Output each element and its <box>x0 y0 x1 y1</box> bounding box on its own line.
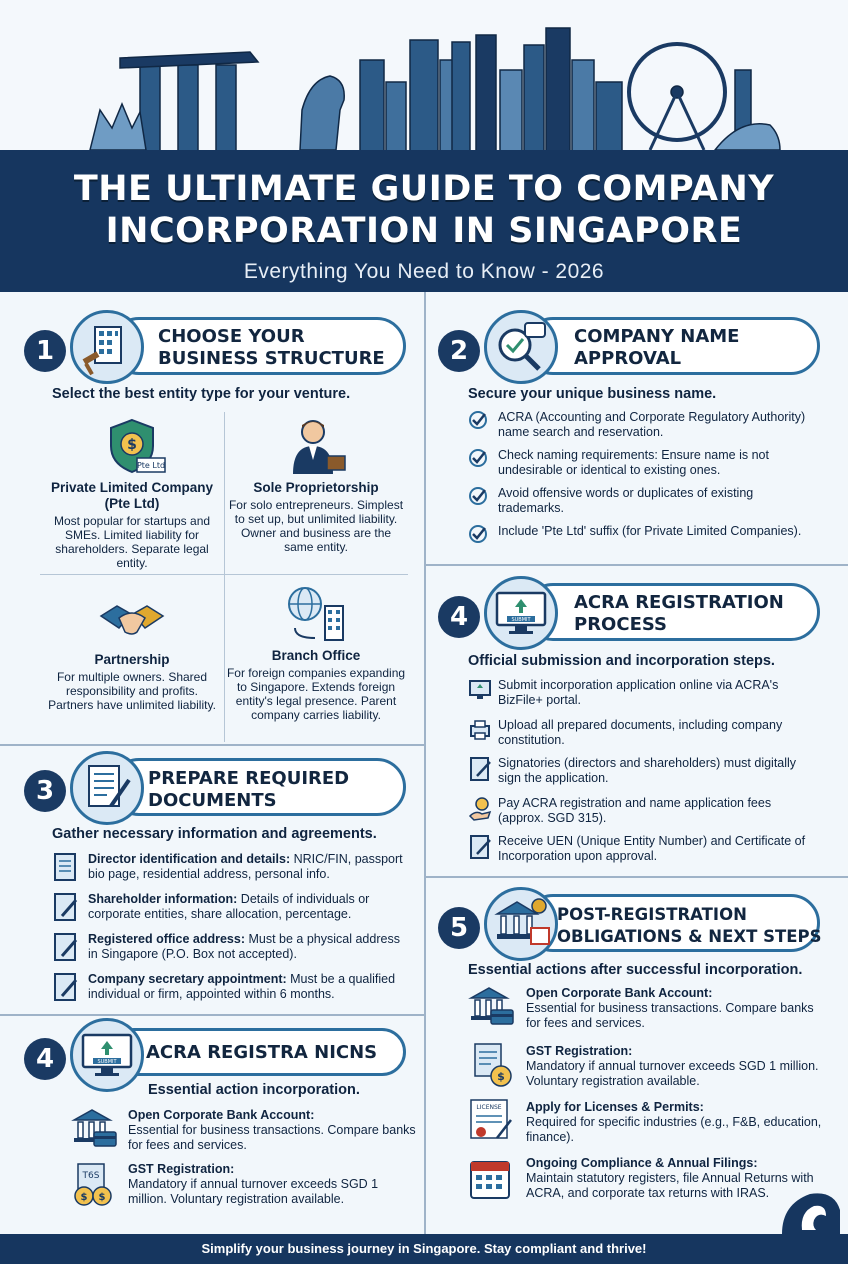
building-gavel-icon <box>73 313 141 381</box>
structure-partnership <box>42 588 222 712</box>
section-4-title-line-1: ACRA REGISTRATION <box>574 592 784 613</box>
svg-text:$: $ <box>80 1192 88 1203</box>
step-number-badge: 3 <box>24 770 66 812</box>
section-2-title-line-2: APPROVAL <box>574 348 682 369</box>
document-icon <box>52 852 78 882</box>
structure-title: Partnership <box>94 652 170 667</box>
section-4-intro: Official submission and incorporation steps. <box>468 653 775 669</box>
magnifier-check-icon <box>487 313 555 381</box>
structure-sole-proprietorship <box>226 416 406 554</box>
svg-text:$: $ <box>127 437 137 453</box>
document-pen-icon <box>73 754 141 822</box>
structure-pte-ltd <box>42 416 222 570</box>
document-coin-icon <box>466 1042 516 1088</box>
list-item <box>128 1162 420 1207</box>
structure-desc: Most popular for startups and SMEs. Limited liability for shareholders. Separate legal entity. <box>53 514 211 570</box>
section-1-intro: Select the best entity type for your venture. <box>52 386 351 402</box>
section-1-title-line-2: BUSINESS STRUCTURE <box>158 348 385 369</box>
step-number-badge: 4 <box>24 1038 66 1080</box>
list-item <box>526 986 826 1031</box>
list-item: ACRA (Accounting and Corporate Regulatory Authority) name search and reservation. <box>498 410 806 439</box>
list-item: Avoid offensive words or duplicates of existing trademarks. <box>498 486 754 515</box>
check-circle-icon <box>468 410 488 430</box>
list-item-text: Mandatory if annual turnover exceeds SGD 1 million. Voluntary registration available. <box>526 1059 819 1088</box>
structure-desc: For solo entrepreneurs. Simplest to set up, but unlimited liability. Owner and business are the same entity. <box>228 498 404 554</box>
list-item <box>526 1100 826 1145</box>
handshake-icon <box>97 588 167 648</box>
section-2-title <box>574 326 739 370</box>
list-item-heading: Apply for Licenses & Permits: <box>526 1100 704 1114</box>
list-item-heading: Open Corporate Bank Account: <box>526 986 713 1000</box>
list-item-text: Must be a physical address in Singapore (P.O. Box not accepted). <box>88 932 400 961</box>
section-3-intro: Gather necessary information and agreements. <box>52 826 377 842</box>
list-item-heading: Director identification and details: <box>88 852 291 866</box>
list-item <box>526 1156 826 1201</box>
list-item: Signatories (directors and shareholders) must digitally sign the application. <box>498 756 797 785</box>
section-5-title-line-2: OBLIGATIONS & NEXT STEPS <box>557 927 822 946</box>
section-5-title <box>557 904 821 948</box>
section-3-title <box>148 768 349 812</box>
step-number-badge: 1 <box>24 330 66 372</box>
check-circle-icon <box>468 524 488 544</box>
section-divider <box>426 564 848 566</box>
businessman-icon <box>281 416 351 476</box>
section-4b-icon-frame <box>70 1018 144 1092</box>
section-1-icon-frame <box>70 310 144 384</box>
submit-label: SUBMIT <box>97 1059 117 1065</box>
section-4-icon-frame <box>484 576 558 650</box>
list-item: Check naming requirements: Ensure name is not undesirable or identical to existing ones. <box>498 448 769 477</box>
list-item <box>128 1108 418 1153</box>
footer-banner: Simplify your business journey in Singapore. Stay compliant and thrive! <box>0 1234 848 1264</box>
structure-title: Branch Office <box>271 648 361 663</box>
calendar-icon <box>466 1156 516 1204</box>
list-item-text: Essential for business transactions. Compare banks for fees and services. <box>128 1123 416 1152</box>
list-item <box>88 972 418 1002</box>
list-item <box>88 932 412 962</box>
globe-building-icon <box>281 584 351 644</box>
list-item: Include 'Pte Ltd' suffix (for Private Limited Companies). <box>498 524 802 538</box>
list-item-heading: GST Registration: <box>526 1044 633 1058</box>
gst-coins-icon <box>70 1162 118 1208</box>
section-2-title-line-1: COMPANY NAME <box>574 326 740 347</box>
section-divider <box>426 876 848 878</box>
printer-upload-icon <box>468 718 492 742</box>
list-item-heading: Shareholder information: <box>88 892 238 906</box>
singapore-skyline-illustration <box>0 0 848 160</box>
section-divider <box>0 744 424 746</box>
monitor-upload-icon <box>73 1021 141 1089</box>
shield-dollar-icon <box>97 416 167 476</box>
list-item: Upload all prepared documents, including company constitution. <box>498 718 783 747</box>
title-line-2: INCORPORATION IN SINGAPORE <box>105 211 743 251</box>
step-number-badge: 4 <box>438 596 480 638</box>
list-item-text: Essential for business transactions. Compare banks for fees and services. <box>526 1001 814 1030</box>
list-item-heading: Ongoing Compliance & Annual Filings: <box>526 1156 758 1170</box>
section-5-title-line-1: POST-REGISTRATION <box>557 905 747 924</box>
structure-title: Sole Proprietorship <box>253 480 379 495</box>
structure-branch-office <box>226 584 406 722</box>
section-2-intro: Secure your unique business name. <box>468 386 717 402</box>
pte-ltd-badge: Pte Ltd <box>136 461 166 470</box>
document-pen-icon <box>52 972 78 1002</box>
list-item <box>88 852 412 882</box>
list-item-heading: GST Registration: <box>128 1162 235 1176</box>
list-item-heading: Open Corporate Bank Account: <box>128 1108 315 1122</box>
section-divider <box>0 1014 424 1016</box>
bank-card-icon <box>70 1108 118 1150</box>
merlion-logo-icon <box>782 1190 840 1234</box>
list-item: Submit incorporation application online via ACRA's BizFile+ portal. <box>498 678 779 707</box>
section-1-title <box>158 326 385 370</box>
section-2-icon-frame <box>484 310 558 384</box>
svg-text:T6S: T6S <box>82 1171 100 1181</box>
list-item-text: Mandatory if annual turnover exceeds SGD 1 million. Voluntary registration available. <box>128 1177 379 1206</box>
structure-desc: For multiple owners. Shared responsibility and profits. Partners have unlimited liability. <box>48 670 216 712</box>
list-item-heading: Company secretary appointment: <box>88 972 287 986</box>
document-pen-icon <box>52 932 78 962</box>
list-item-text: Must be a qualified individual or firm, appointed within 6 months. <box>88 972 396 1001</box>
title-line-1: THE ULTIMATE GUIDE TO COMPANY <box>73 169 775 209</box>
section-5-intro: Essential actions after successful incorporation. <box>468 962 803 978</box>
list-item <box>88 892 412 922</box>
list-item-text: Details of individuals or corporate entities, share allocation, percentage. <box>88 892 370 921</box>
page-title <box>0 168 848 252</box>
list-item-text: Maintain statutory registers, file Annual Returns with ACRA, and corporate tax returns with IRAS. <box>526 1171 814 1200</box>
bank-gear-icon <box>487 890 555 958</box>
monitor-icon <box>468 678 492 702</box>
monitor-upload-icon <box>487 579 555 647</box>
license-icon <box>466 1098 516 1144</box>
hand-coin-icon <box>468 796 492 822</box>
list-item-heading: Registered office address: <box>88 932 245 946</box>
list-item: Receive UEN (Unique Entity Number) and Certificate of Incorporation upon approval. <box>498 834 806 863</box>
cell-divider <box>224 412 225 742</box>
section-3-icon-frame <box>70 751 144 825</box>
list-item <box>526 1044 826 1089</box>
section-4b-intro: Essential action incorporation. <box>148 1082 360 1098</box>
section-1-title-line-1: CHOOSE YOUR <box>158 326 305 347</box>
section-4-title-line-2: PROCESS <box>574 614 667 635</box>
document-pen-icon <box>52 892 78 922</box>
certificate-icon <box>468 834 492 860</box>
structure-desc: For foreign companies expanding to Singapore. Extends foreign entity's legal presence. Parent company carries liability. <box>226 666 406 722</box>
step-number-badge: 5 <box>438 907 480 949</box>
column-divider <box>424 292 426 1234</box>
check-circle-icon <box>468 486 488 506</box>
section-4-title <box>574 592 784 636</box>
header-band <box>0 150 848 292</box>
list-item: Pay ACRA registration and name application fees (approx. SGD 315). <box>498 796 772 825</box>
section-3-title-line-1: PREPARE REQUIRED <box>148 768 350 789</box>
svg-text:$: $ <box>98 1192 106 1203</box>
page-subtitle: Everything You Need to Know - 2026 <box>243 260 605 283</box>
document-sign-icon <box>468 756 492 782</box>
structure-title: Private Limited Company (Pte Ltd) <box>50 480 214 511</box>
list-item-text: NRIC/FIN, passport bio page, residential address, personal info. <box>88 852 403 881</box>
svg-text:$: $ <box>497 1070 505 1083</box>
bank-card-icon <box>466 986 516 1028</box>
step-number-badge: 2 <box>438 330 480 372</box>
section-5-icon-frame <box>484 887 558 961</box>
check-circle-icon <box>468 448 488 468</box>
list-item-text: Required for specific industries (e.g., F&B, education, finance). <box>526 1115 822 1144</box>
section-4b-title: ACRA REGISTRA NICNS <box>146 1042 378 1063</box>
submit-label: SUBMIT <box>511 617 531 623</box>
license-label: LICENSE <box>476 1104 502 1111</box>
section-3-title-line-2: DOCUMENTS <box>148 790 277 811</box>
